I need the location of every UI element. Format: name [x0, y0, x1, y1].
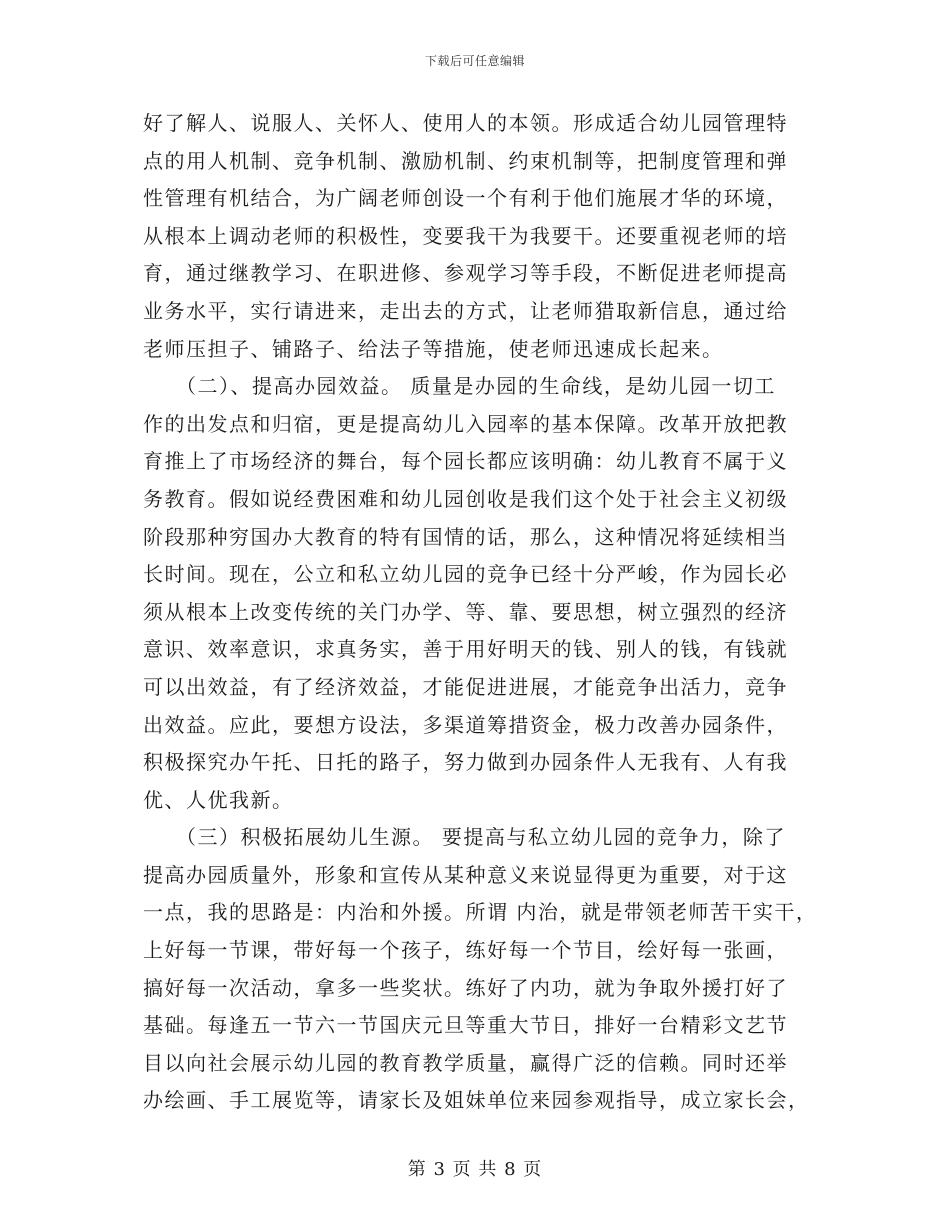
text-line: 基础。每逢五一节六一节国庆元旦等重大节日，排好一台精彩文艺节 [143, 1013, 788, 1038]
text-line: 意识、效率意识，求真务实，善于用好明天的钱、别人的钱，有钱就 [143, 637, 788, 662]
text-line: 点的用人机制、竞争机制、激励机制、约束机制等，把制度管理和弹 [143, 148, 788, 173]
text-line: 育推上了市场经济的舞台，每个园长都应该明确：幼儿教育不属于义 [143, 449, 788, 474]
text-line: 好了解人、说服人、关怀人、使用人的本领。形成适合幼儿园管理特 [143, 111, 788, 135]
text-line: 积极探究办午托、日托的路子，努力做到办园条件人无我有、人有我 [143, 750, 788, 775]
text-line: 长时间。现在，公立和私立幼儿园的竞争已经十分严峻，作为园长必 [143, 562, 788, 587]
page-header: 下载后可任意编辑 [424, 54, 525, 68]
text-line: 老师压担子、铺路子、给法子等措施，使老师迅速成长起来。 [143, 336, 724, 361]
section-heading-line: （二）、提高办园效益。 质量是办园的生命线，是幼儿园一切工 [143, 374, 776, 399]
body-text [143, 105, 823, 1120]
text-line: 办绘画、手工展览等，请家长及姐妹单位来园参观指导，成立家长会， [143, 1088, 810, 1113]
text-line: 阶段那种穷国办大教育的特有国情的话，那么，这种情况将延续相当 [143, 524, 788, 549]
text-line: 务教育。假如说经费困难和幼儿园创收是我们这个处于社会主义初级 [143, 486, 788, 511]
text-line: 育，通过继教学习、在职进修、参观学习等手段，不断促进老师提高 [143, 261, 788, 286]
text-line: 作的出发点和归宿，更是提高幼儿入园率的基本保障。改革开放把教 [143, 411, 788, 436]
text-line: 可以出效益，有了经济效益，才能促进进展，才能竞争出活力，竞争 [143, 674, 788, 699]
page-number: 第 3 页 共 8 页 [407, 1159, 543, 1180]
text-line: 优、人优我新。 [143, 787, 294, 812]
section-heading-line: （三）积极拓展幼儿生源。 要提高与私立幼儿园的竞争力，除了 [143, 825, 786, 850]
text-line: 须从根本上改变传统的关门办学、等、靠、要思想，树立强烈的经济 [143, 599, 788, 624]
text-line: 上好每一节课，带好每一个孩子，练好每一个节目，绘好每一张画， [143, 938, 788, 963]
text-line: 提高办园质量外，形象和宣传从某种意义来说显得更为重要，对于这 [143, 862, 788, 887]
text-line: 从根本上调动老师的积极性，变要我干为我要干。还要重视老师的培 [143, 223, 788, 248]
text-line: 目以向社会展示幼儿园的教育教学质量，赢得广泛的信赖。同时还举 [143, 1050, 788, 1075]
text-line: 业务水平，实行请进来，走出去的方式，让老师猎取新信息，通过给 [143, 298, 788, 323]
text-line: 出效益。应此，要想方设法，多渠道筹措资金，极力改善办园条件， [143, 712, 788, 737]
text-line: 一点，我的思路是：内治和外援。所谓 内治，就是带领老师苦干实干， [143, 900, 818, 925]
text-line: 性管理有机结合，为广阔老师创设一个有利于他们施展才华的环境， [143, 186, 788, 211]
text-line: 搞好每一次活动，拿多一些奖状。练好了内功，就为争取外援打好了 [143, 975, 788, 1000]
